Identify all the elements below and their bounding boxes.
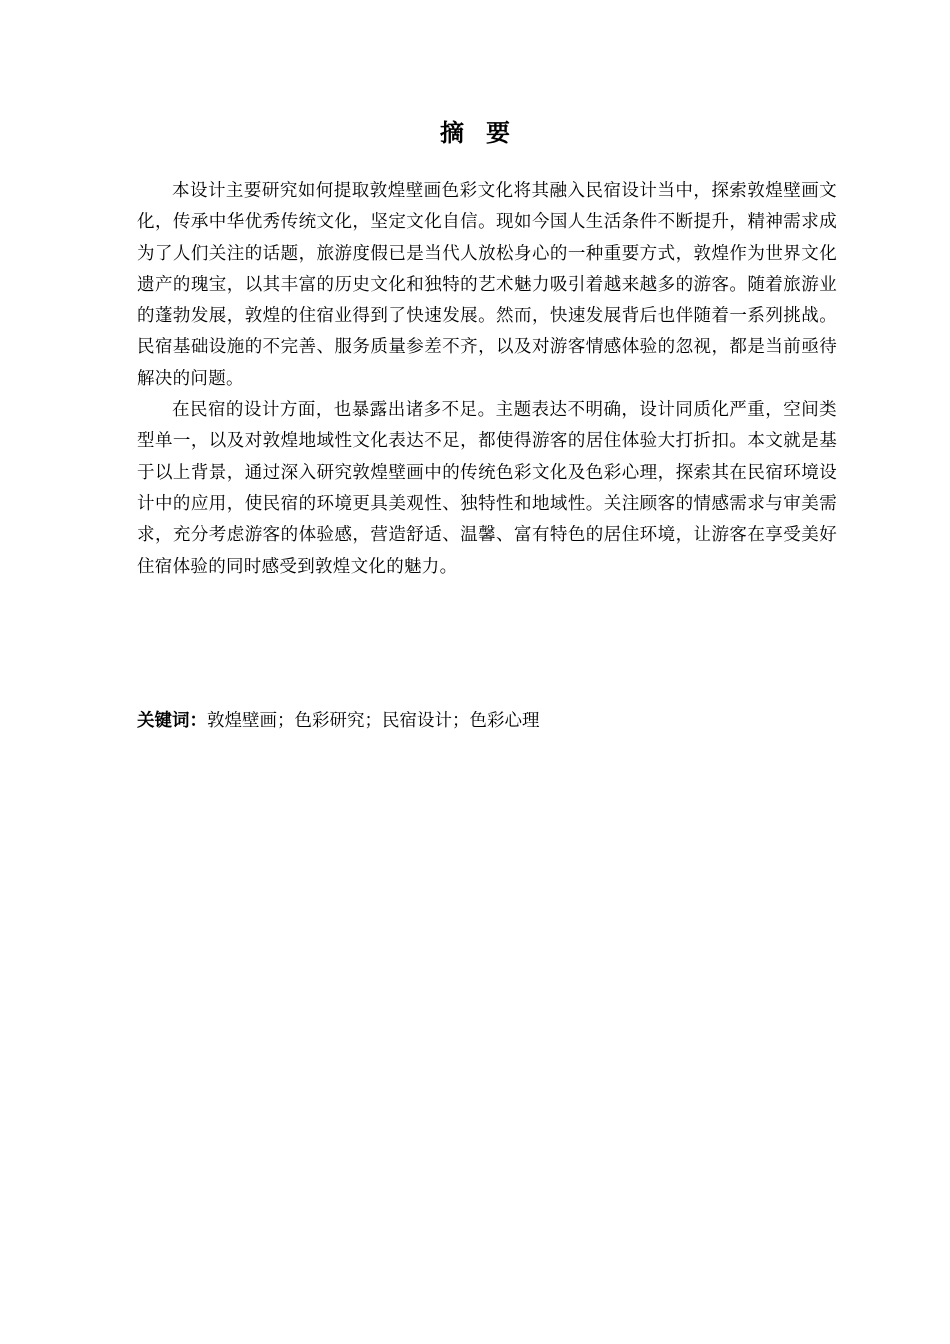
keywords-text: 敦煌壁画；色彩研究；民宿设计；色彩心理: [207, 711, 540, 731]
abstract-body: [137, 176, 837, 583]
abstract-title: 摘要: [440, 119, 532, 147]
abstract-paragraph-2: 在民宿的设计方面，也暴露出诸多不足。主题表达不明确，设计同质化严重，空间类型单一，以及对敦煌地域性文化表达不足，都使得游客的居住体验大打折扣。本文就是基于以上背景，通过深入研究敦煌壁画中的传统色彩文化及色彩心理，探索其在民宿环境设计中的应用，使民宿的环境更具美观性、独特性和地域性。关注顾客的情感需求与审美需求，充分考虑游客的体验感，营造舒适、温馨、富有特色的居住环境，让游客在享受美好住宿体验的同时感受到敦煌文化的魅力。: [137, 400, 837, 577]
keywords-label: 关键词：: [137, 711, 207, 731]
keywords-line: [137, 706, 837, 737]
abstract-paragraph-1: 本设计主要研究如何提取敦煌壁画色彩文化将其融入民宿设计当中，探索敦煌壁画文化，传承中华优秀传统文化，坚定文化自信。现如今国人生活条件不断提升，精神需求成为了人们关注的话题，旅游度假已是当代人放松身心的一种重要方式，敦煌作为世界文化遗产的瑰宝，以其丰富的历史文化和独特的艺术魅力吸引着越来越多的游客。随着旅游业的蓬勃发展，敦煌的住宿业得到了快速发展。然而，快速发展背后也伴随着一系列挑战。民宿基础设施的不完善、服务质量参差不齐，以及对游客情感体验的忽视，都是当前亟待解决的问题。: [137, 181, 837, 389]
